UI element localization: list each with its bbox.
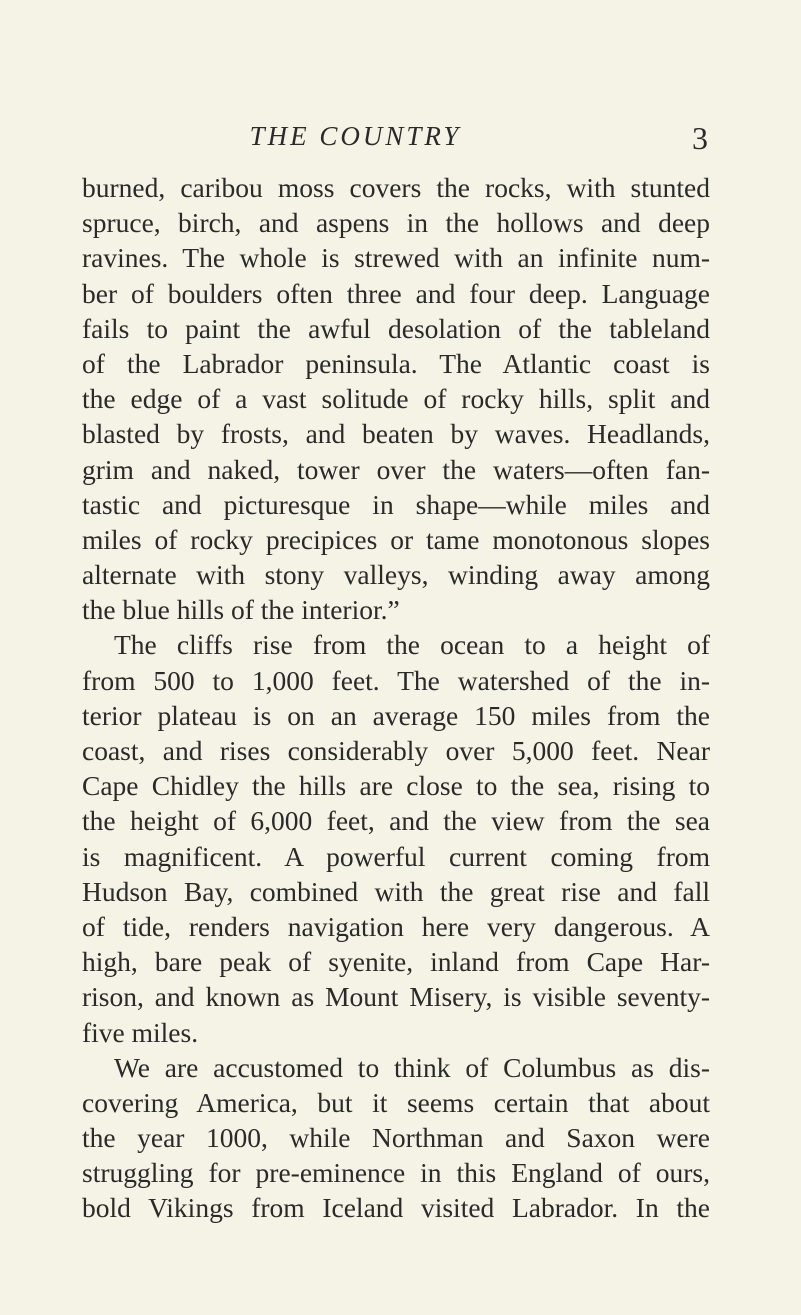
page-number: 3 — [692, 120, 708, 156]
text-line: tastic and picturesque in shape—while miles and — [82, 488, 710, 520]
text-line: the year 1000, while Northman and Saxon were — [82, 1122, 710, 1154]
text-line: of tide, renders navigation here very dangerous. A — [82, 910, 710, 942]
text-line: the height of 6,000 feet, and the view from the sea — [82, 805, 710, 837]
text-line: the edge of a vast solitude of rocky hills, split and — [82, 383, 710, 415]
text-line: coast, and rises considerably over 5,000 feet. Near — [82, 735, 710, 766]
text-line: spruce, birch, and aspens in the hollows and deep — [82, 207, 710, 239]
text-line: struggling for pre-eminence in this England of ours, — [82, 1157, 710, 1189]
text-line: the blue hills of the interior.” — [82, 594, 400, 626]
text-line: bold Vikings from Iceland visited Labrador. In the — [82, 1192, 710, 1224]
text-line: Cape Chidley the hills are close to the sea, rising to — [82, 770, 710, 802]
text-line: from 500 to 1,000 feet. The watershed of the in- — [82, 664, 710, 696]
text-line: We are accustomed to think of Columbus as dis- — [114, 1051, 710, 1083]
text-line: Hudson Bay, combined with the great rise and fall — [82, 875, 710, 907]
text-line: burned, caribou moss covers the rocks, with stunted — [82, 172, 710, 203]
text-line: is magnificent. A powerful current coming from — [82, 840, 710, 872]
text-line: of the Labrador peninsula. The Atlantic coast is — [82, 347, 710, 379]
text-line: The cliffs rise from the ocean to a height of — [114, 629, 710, 661]
text-line: ber of boulders often three and four deep. Language — [82, 277, 710, 309]
text-line: five miles. — [82, 1016, 199, 1048]
text-line: alternate with stony valleys, winding away among — [82, 559, 710, 591]
text-line: miles of rocky precipices or tame monotonous slopes — [82, 523, 710, 555]
text-line: grim and naked, tower over the waters—often fan- — [82, 453, 710, 485]
text-line: high, bare peak of syenite, inland from Cape Har- — [82, 946, 710, 978]
text-line: rison, and known as Mount Misery, is visible seventy- — [82, 981, 710, 1013]
text-line: blasted by frosts, and beaten by waves. Headlands, — [82, 418, 710, 450]
text-line: fails to paint the awful desolation of the tableland — [82, 312, 710, 344]
running-title: THE COUNTRY — [249, 121, 462, 151]
running-head — [0, 118, 801, 154]
text-line: covering America, but it seems certain that about — [82, 1086, 710, 1118]
body-text — [82, 170, 710, 1226]
text-line: terior plateau is on an average 150 miles from the — [82, 699, 710, 731]
text-line: ravines. The whole is strewed with an infinite num- — [82, 242, 710, 274]
